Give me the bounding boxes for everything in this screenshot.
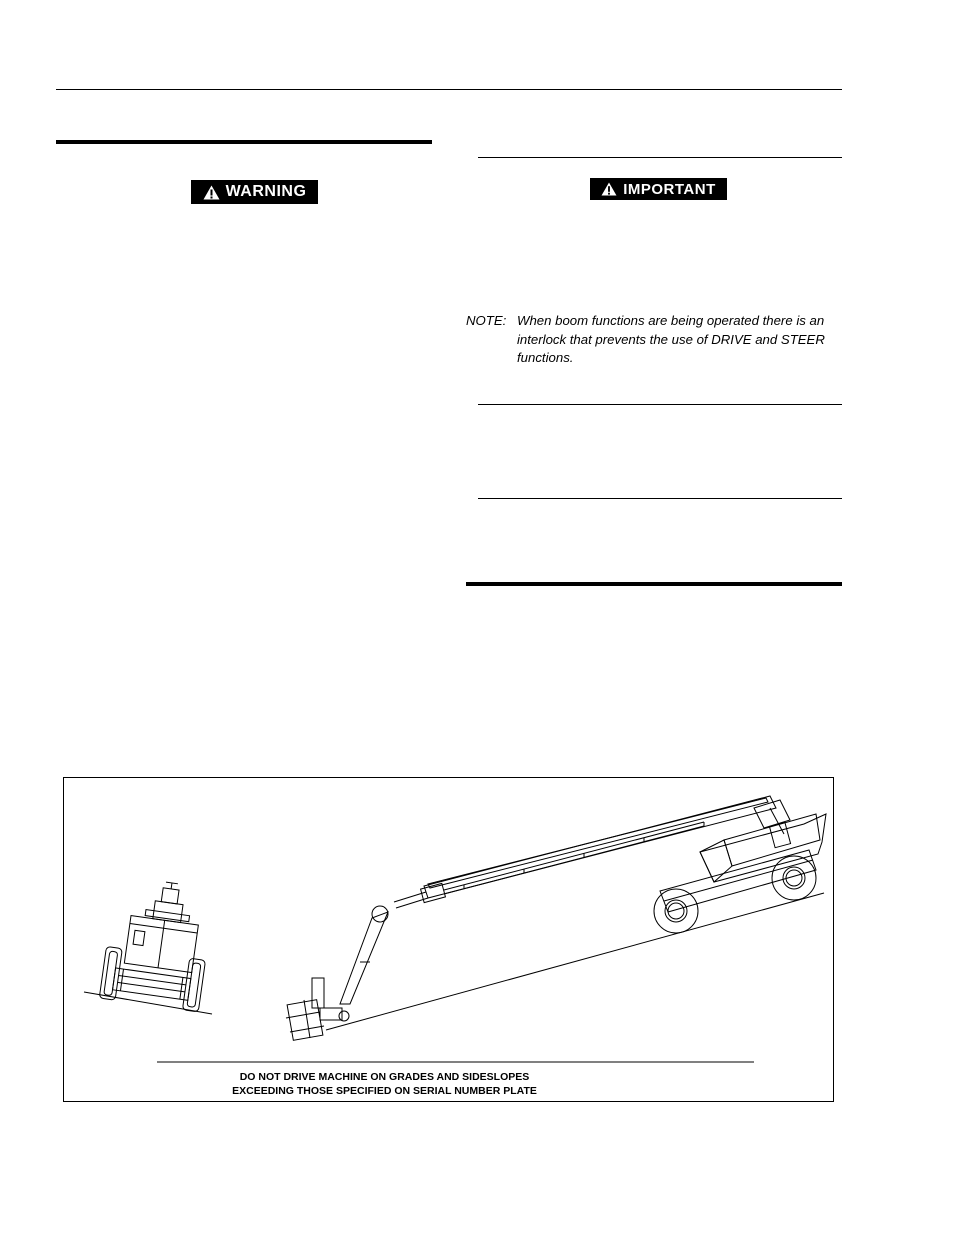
- important-badge: [590, 178, 727, 200]
- left-section-rule: [56, 140, 432, 144]
- caption-line-1: DO NOT DRIVE MACHINE ON GRADES AND SIDESLOPES: [239, 1071, 530, 1083]
- front-wheel: [654, 889, 698, 933]
- caption-line-2: EXCEEDING THOSE SPECIFIED ON SERIAL NUMBER PLATE: [232, 1085, 537, 1097]
- note-block: [466, 312, 846, 368]
- important-label: IMPORTANT: [623, 180, 716, 198]
- right-top-rule: [478, 157, 842, 158]
- rear-view-machine: [99, 875, 215, 1012]
- right-lower-rule: [478, 498, 842, 499]
- figure-caption: [64, 1070, 835, 1098]
- right-section-rule: [466, 582, 842, 586]
- machine-on-slope-illustration: [64, 778, 835, 1103]
- warning-triangle-icon: [601, 182, 617, 196]
- grade-warning-figure: [63, 777, 834, 1102]
- warning-badge: [191, 180, 318, 204]
- platform-basket: [286, 978, 349, 1040]
- rear-wheel: [772, 856, 816, 900]
- right-mid-rule: [478, 404, 842, 405]
- note-label: NOTE:: [466, 313, 507, 328]
- warning-triangle-icon: [203, 185, 220, 200]
- warning-label: WARNING: [225, 183, 307, 200]
- note-text: When boom functions are being operated there is an interlock that prevents the use of DRIVE and STEER functions.: [517, 313, 825, 365]
- header-rule: [56, 89, 842, 90]
